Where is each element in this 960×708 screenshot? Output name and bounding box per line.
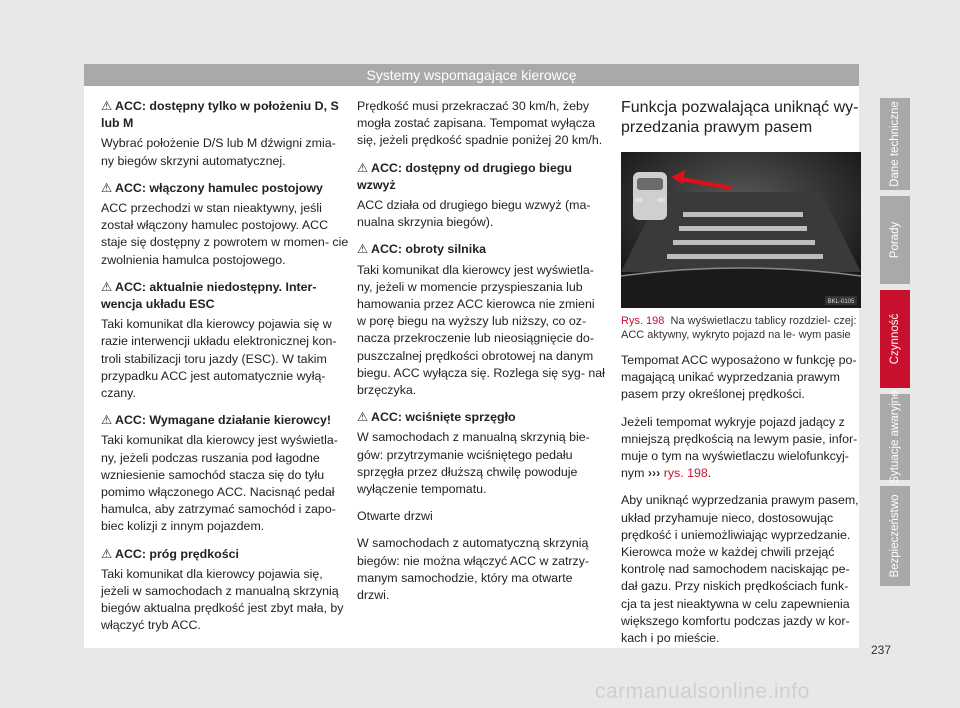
message-heading: ⚠ ACC: wciśnięte sprzęgło: [357, 409, 605, 426]
car-warning-icon: ⚠: [101, 546, 113, 561]
paragraph: ACC przechodzi w stan nieaktywny, jeśli został włączony hamulec postojowy. ACC staje się dostępny z powrotem w momen- cie zwolnienia hamulca postojowego.: [101, 201, 349, 267]
message-heading: ⚠ ACC: próg prędkości: [101, 546, 349, 563]
paragraph: Jeżeli tempomat wykryje pojazd jadący z mniejszą prędkością na lewym pasie, infor- muje o tym na wyświetlaczu wielofunkcyj- nym ››› rys. 198.: [621, 414, 858, 481]
watermark: carmanualsonline.info: [595, 680, 810, 703]
tab-dane-techniczne[interactable]: Dane techniczne: [880, 98, 910, 190]
paragraph: Wybrać położenie D/S lub M dźwigni zmia- ny biegów skrzyni automatycznej.: [101, 136, 336, 168]
paragraph: Aby uniknąć wyprzedzania prawym pasem, układ przyhamuje nieco, dostosowując prędkość i uniemożliwiając wyprzedzanie. Kierowca może w każdej chwili przejąć kontrolę nad samochodem naciskając pe- dał gazu. Przy niskich prędkościach funk- cja ta jest nieaktywna w celu zapewnienia większego komfortu podczas jazdy w kor- kach i po mieście.: [621, 493, 859, 646]
tab-sytuacje-awaryjne[interactable]: Sytuacje awaryjne: [880, 394, 910, 480]
tab-porady[interactable]: Porady: [880, 196, 910, 284]
figure-reference-link[interactable]: rys. 198: [663, 466, 708, 481]
paragraph: Tempomat ACC wyposażono w funkcję po- magającą unikać wyprzedzania prawym pasem przy określonej prędkości.: [621, 353, 857, 402]
figure-code: BKL-0105: [827, 299, 855, 305]
message-heading: ⚠ ACC: obroty silnika: [357, 241, 605, 258]
paragraph: W samochodach z manualną skrzynią bie- gów: przytrzymanie wciśniętego pedału sprzęgła przez dłuższą chwilę powoduje wyłączenie tempomatu.: [357, 430, 590, 497]
car-warning-icon: ⚠: [357, 160, 369, 175]
car-warning-icon: ⚠: [101, 413, 113, 428]
paragraph: Taki komunikat dla kierowcy jest wyświetla- ny, jeżeli w momencie przyspieszania lub hamowania przez ACC kierowca nie zmieni w porę biegu na wyższy lub niższy, co oz- nacza przekroczenie lub nieosiągnięcie do- puszczalnej prędkości obrotowej na danym biegu. ACC wyłącza się. Rozlega się syg- nał brzęczyka.: [357, 262, 605, 398]
figure-caption: Rys. 198 Na wyświetlaczu tablicy rozdziel- czej: ACC aktywny, wykryto pojazd na le- wym pasie: [621, 315, 857, 341]
column-3: [621, 98, 861, 657]
car-warning-icon: ⚠: [101, 279, 113, 294]
dashboard-illustration: [621, 152, 861, 308]
car-warning-icon: ⚠: [357, 242, 369, 257]
subheading: Otwarte drzwi: [357, 509, 433, 524]
page-header: Systemy wspomagające kierowcę: [84, 64, 859, 86]
message-heading: ⚠ ACC: dostępny od drugiego biegu wzwyż: [357, 160, 572, 192]
paragraph: Taki komunikat dla kierowcy pojawia się w razie interwencji układu elektronicznej kon- troli stabilizacji toru jazdy (ESC). W takim przypadku ACC jest automatycznie wyłą- czany.: [101, 317, 337, 401]
column-1: [101, 98, 349, 645]
tab-bezpieczenstwo[interactable]: Bezpieczeństwo: [880, 486, 910, 586]
tab-czynnosc[interactable]: Czynność: [880, 290, 910, 388]
section-title: Funkcja pozwalająca uniknąć wy- przedzania prawym pasem: [621, 99, 859, 136]
message-heading: ⚠ ACC: włączony hamulec postojowy: [101, 180, 349, 197]
column-2: [357, 98, 605, 614]
paragraph: ACC działa od drugiego biegu wzwyż (ma- nualna skrzynia biegów).: [357, 198, 591, 230]
message-heading: ⚠ ACC: Wymagane działanie kierowcy!: [101, 412, 349, 429]
dashboard-figure: [621, 152, 861, 308]
paragraph: Taki komunikat dla kierowcy pojawia się, jeżeli w samochodach z manualną skrzynią biegów aktualna prędkość jest zbyt mała, by włączyć tryb ACC.: [101, 566, 344, 633]
reference-arrows: ›››: [647, 466, 661, 481]
car-warning-icon: ⚠: [101, 99, 113, 113]
car-warning-icon: ⚠: [357, 410, 369, 425]
car-warning-icon: ⚠: [101, 180, 113, 195]
message-heading: ⚠ ACC: aktualnie niedostępny. Inter- wencja układu ESC: [101, 279, 317, 312]
paragraph: W samochodach z automatyczną skrzynią biegów: nie można włączyć ACC w zatrzy- manym samochodzie, który ma otwarte drzwi.: [357, 536, 590, 603]
message-heading: ⚠ ACC: dostępny tylko w położeniu D, S lub M: [101, 99, 339, 131]
paragraph: Prędkość musi przekraczać 30 km/h, żeby mogła zostać zapisana. Tempomat wyłącza się, jeżeli prędkość spadnie poniżej 20 km/h.: [357, 99, 603, 148]
page-number: 237: [871, 643, 892, 657]
paragraph: Taki komunikat dla kierowcy jest wyświetla- ny, jeżeli podczas ruszania pod łagodne wzniesienie samochód stacza się do tyłu pomimo włączonego ACC. Nacisnąć pedał hamulca, aby zatrzymać samochód i zapo- biec kolizji z innym pojazdem.: [101, 433, 338, 534]
